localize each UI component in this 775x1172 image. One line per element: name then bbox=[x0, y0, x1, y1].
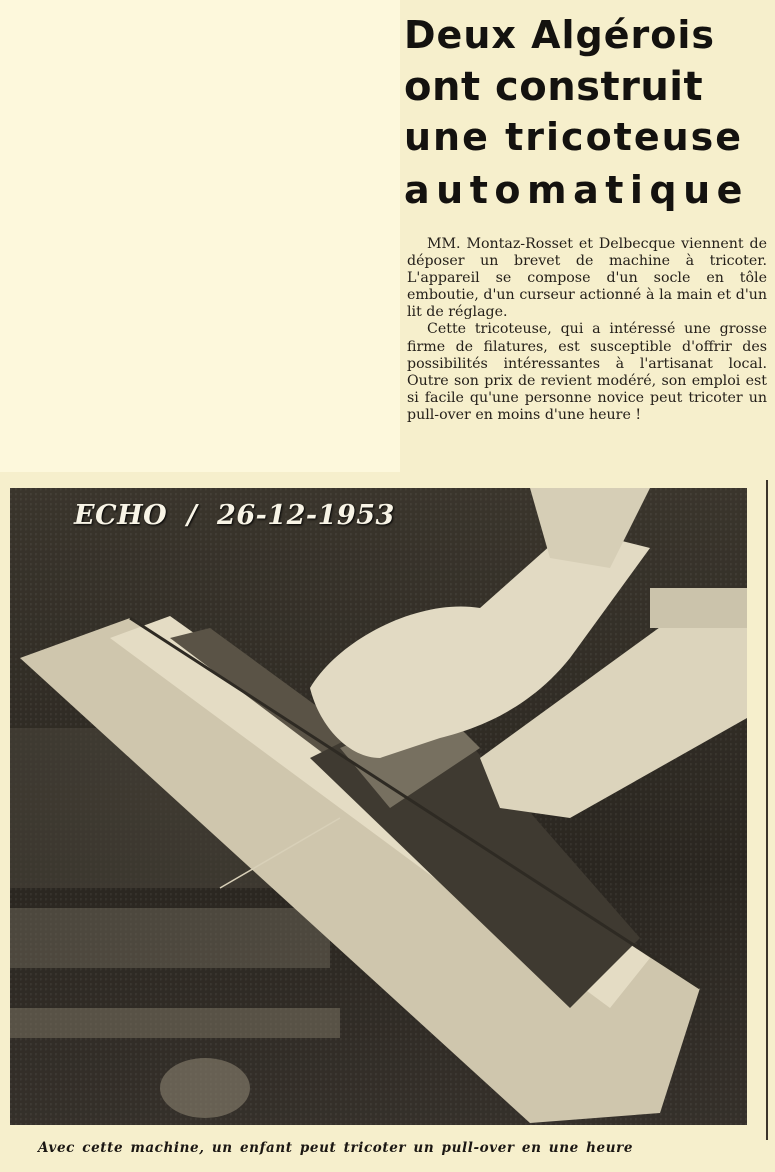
photo-caption: Avec cette machine, un enfant peut tricoter un pull-over en une heure bbox=[38, 1140, 634, 1156]
headline-line-3: une tricoteuse bbox=[404, 115, 744, 159]
article-body bbox=[407, 236, 767, 424]
knitting-machine-illustration bbox=[10, 488, 747, 1125]
article-headline bbox=[404, 8, 770, 218]
article-paragraph-1: MM. Montaz-Rosset et Delbecque viennent de déposer un brevet de machine à tricoter. L'appareil se compose d'un socle en tôle emboutie, d'un curseur actionné à la main et d'un lit de réglage. bbox=[407, 236, 767, 321]
article-paragraph-2: Cette tricoteuse, qui a intéressé une grosse firme de filatures, est susceptible d'offrir des possibilités intéressantes à l'artisanat local. Outre son prix de revient modéré, son emploi est si facile qu'une personne novice peut tricoter un pull-over en moins d'une heure ! bbox=[407, 321, 767, 423]
headline-line-4: automatique bbox=[404, 168, 749, 212]
blank-margin bbox=[0, 0, 400, 472]
headline-line-1: Deux Algérois bbox=[404, 13, 716, 57]
column-rule bbox=[766, 480, 768, 1140]
headline-line-2: ont construit bbox=[404, 64, 704, 110]
source-watermark: ECHO / 26-12-1953 bbox=[74, 500, 395, 531]
article-photo bbox=[10, 488, 747, 1125]
